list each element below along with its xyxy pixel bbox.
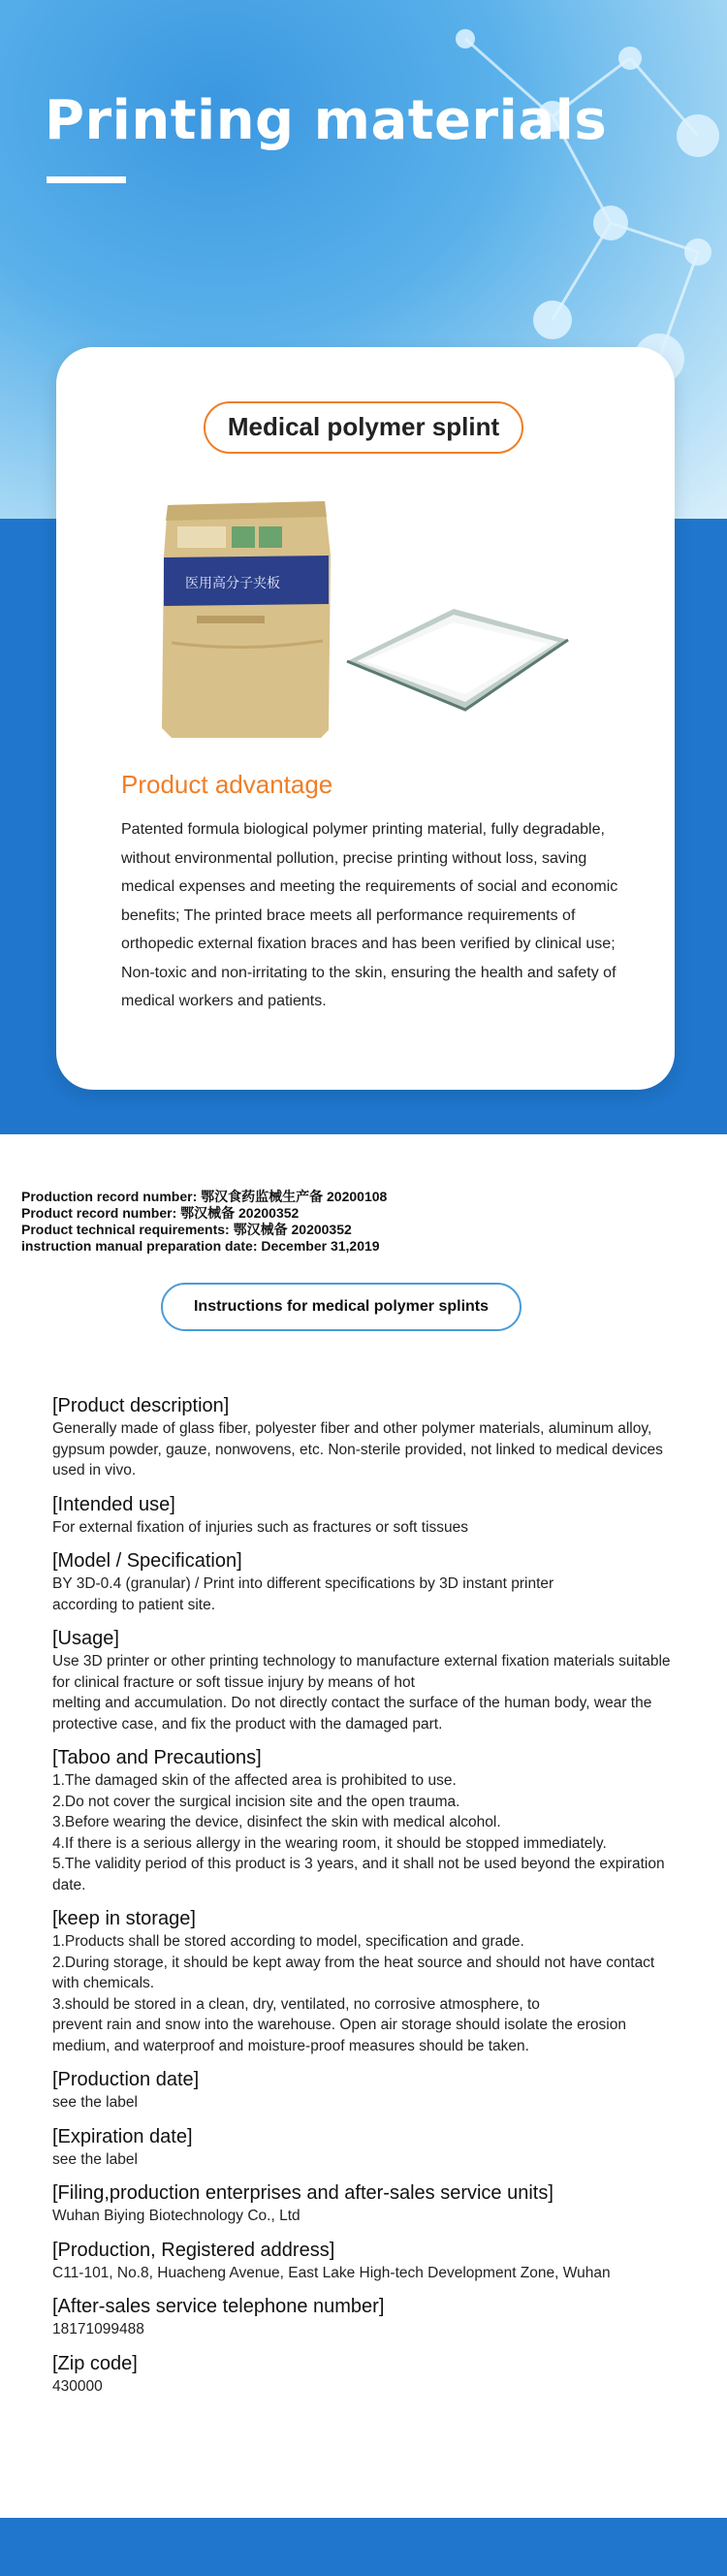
granule-dish-image — [337, 601, 575, 716]
section-heading: [Zip code] — [52, 2352, 138, 2374]
section-body: BY 3D-0.4 (granular) / Print into different specifications by 3D instant printer according to patient site. — [52, 1575, 554, 1613]
section-address — [52, 2239, 682, 2284]
section-body: 1.The damaged skin of the affected area is prohibited to use. 2.Do not cover the surgical incision site and the open trauma. 3.Before wearing the device, disinfect the skin with medical alcohol. 4.If there is a serious allergy in the wearing room, it should be stopped immediately. 5.The validity period of this product is 3 years, and it shall not be used beyond the expiration date. — [52, 1772, 665, 1893]
section-body: For external fixation of injuries such as fractures or soft tissues — [52, 1518, 469, 1536]
title-underline — [47, 176, 126, 183]
section-expiration-date — [52, 2125, 682, 2171]
section-heading: [Production, Registered address] — [52, 2239, 335, 2261]
record-line: instruction manual preparation date: December 31,2019 — [21, 1238, 380, 1254]
section-heading: [Filing,production enterprises and after-sales service units] — [52, 2182, 553, 2204]
section-enterprise — [52, 2181, 682, 2227]
section-heading: [Taboo and Precautions] — [52, 1747, 262, 1768]
section-body: 1.Products shall be stored according to model, specification and grade. 2.During storage, it should be kept away from the heat source and should not have contact with chemicals. 3.should be stored in a clean, dry, ventilated, no corrosive atmosphere, to prevent rain and snow into the warehouse. Open air storage should isolate the erosion medium, and waterproof and moisture-proof measures should be taken. — [52, 1933, 655, 2054]
section-heading: [Model / Specification] — [52, 1550, 242, 1572]
section-heading: [Usage] — [52, 1628, 119, 1649]
section-heading: [After-sales service telephone number] — [52, 2296, 385, 2317]
product-bag-image — [158, 497, 334, 742]
section-body: see the label — [52, 2094, 138, 2111]
section-intended-use — [52, 1493, 682, 1539]
record-line: Production record number: 鄂汉食药监械生产备 20200108 — [21, 1189, 388, 1204]
section-zip-code — [52, 2352, 682, 2398]
section-telephone — [52, 2295, 682, 2340]
product-advantage-text: Patented formula biological polymer printing material, fully degradable, without environmental pollution, precise printing without loss, saving medical expenses and meeting the requirements of social and economic benefits; The printed brace meets all performance requirements of orthopedic external fixation braces and has been verified by clinical use; Non-toxic and non-irritating to the skin, ensuring the health and safety of medical workers and patients. — [121, 821, 618, 1009]
record-line: Product technical requirements: 鄂汉械备 20200352 — [21, 1222, 352, 1237]
section-body: C11-101, No.8, Huacheng Avenue, East Lake High-tech Development Zone, Wuhan — [52, 2264, 611, 2281]
section-heading: [Intended use] — [52, 1493, 175, 1515]
product-advantage-title: Product advantage — [121, 770, 333, 799]
bag-label-text: 医用高分子夹板 — [185, 576, 280, 591]
product-name-badge: Medical polymer splint — [204, 401, 523, 454]
record-line: Product record number: 鄂汉械备 20200352 — [21, 1205, 300, 1221]
section-product-description — [52, 1394, 682, 1481]
section-body: Use 3D printer or other printing technology to manufacture external fixation materials suitable for clinical fracture or soft tissue injury by means of hot melting and accumulation. Do not directly contact the surface of the human body, wear the protective case, and fix the product with the damaged part. — [52, 1653, 671, 1733]
footer-bar — [0, 2518, 727, 2576]
product-card — [56, 347, 675, 1090]
section-production-date — [52, 2068, 682, 2114]
page-title: Printing materials — [45, 89, 608, 152]
record-info — [21, 1189, 387, 1255]
section-body: 18171099488 — [52, 2321, 144, 2337]
section-body: see the label — [52, 2150, 138, 2168]
section-body: Generally made of glass fiber, polyester fiber and other polymer materials, aluminum alloy, gypsum powder, gauze, nonwovens, etc. Non-sterile provided, not linked to medical devices used in vivo. — [52, 1420, 663, 1479]
section-usage — [52, 1627, 682, 1734]
instructions-title-badge: Instructions for medical polymer splints — [161, 1283, 522, 1331]
section-heading: [keep in storage] — [52, 1908, 196, 1929]
section-body: Wuhan Biying Biotechnology Co., Ltd — [52, 2208, 300, 2224]
section-taboo-precautions — [52, 1746, 682, 1895]
section-heading: [Expiration date] — [52, 2125, 193, 2147]
section-heading: [Production date] — [52, 2069, 200, 2090]
section-heading: [Product description] — [52, 1395, 230, 1416]
section-storage — [52, 1907, 682, 2056]
section-body: 430000 — [52, 2377, 103, 2395]
dna-molecule-graphic — [407, 0, 727, 407]
section-model-specification — [52, 1549, 682, 1615]
hero-banner — [0, 0, 727, 1134]
instruction-sections — [52, 1394, 682, 2408]
